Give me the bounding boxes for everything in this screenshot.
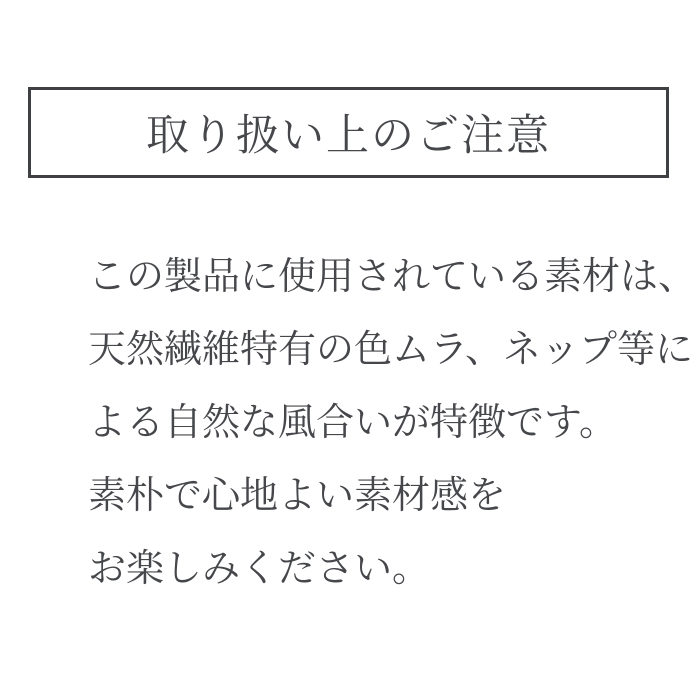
- notice-body: [88, 241, 697, 606]
- notice-title: 取り扱い上のご注意: [146, 112, 551, 160]
- notice-title-box: [28, 87, 669, 178]
- notice-line-1: この製品に使用されている素材は、: [88, 256, 697, 298]
- notice-line-5: お楽しみください。: [88, 548, 431, 590]
- notice-line-2: 天然繊維特有の色ムラ、ネップ等に: [88, 329, 693, 371]
- notice-line-3: よる自然な風合いが特徴です。: [88, 402, 617, 444]
- notice-line-4: 素朴で心地よい素材感を: [88, 475, 507, 517]
